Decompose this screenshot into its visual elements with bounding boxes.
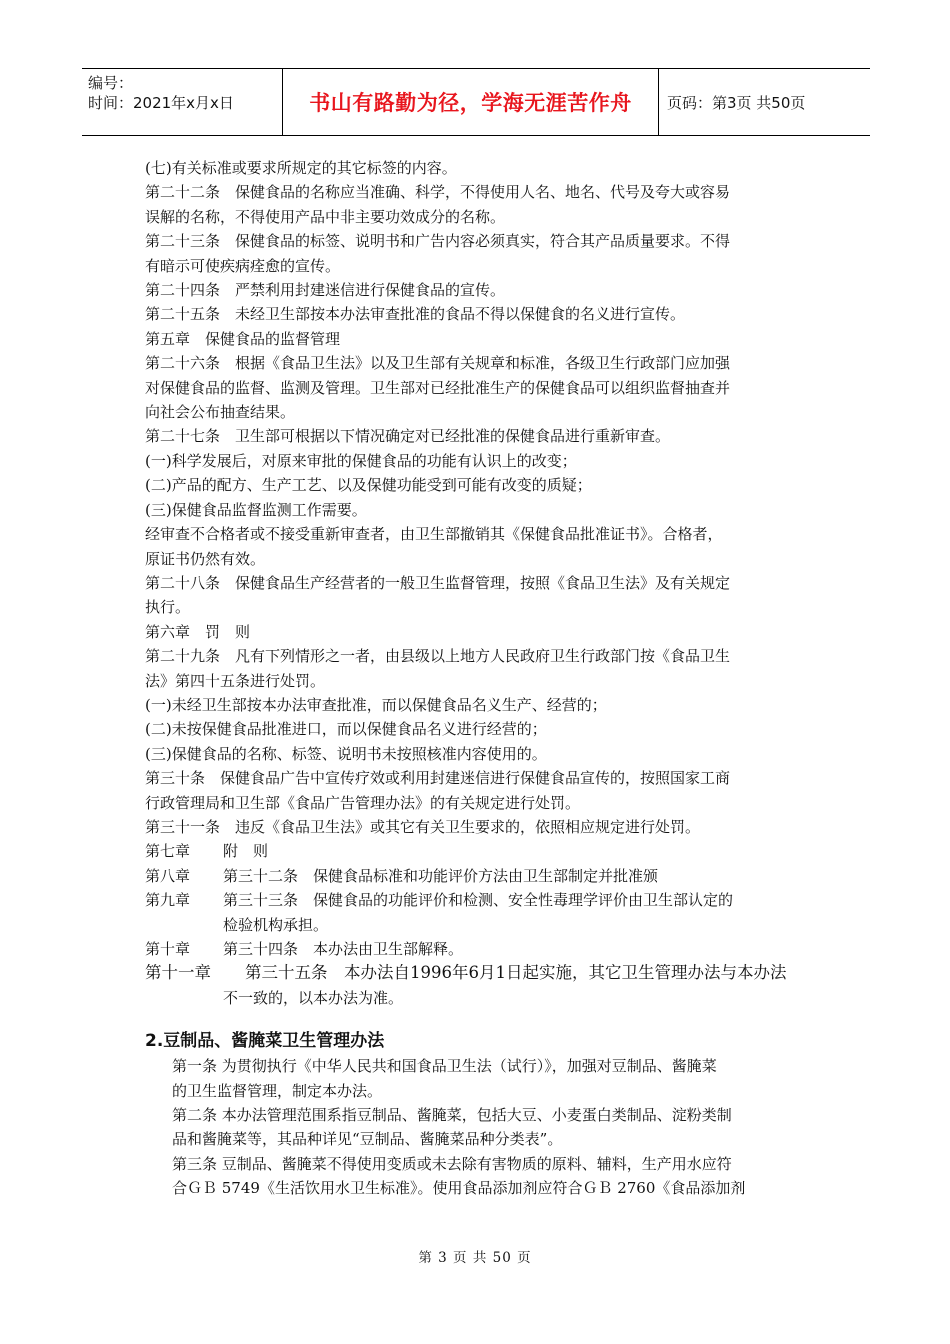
list-item: (三)保健食品的名称、标签、说明书未按照核准内容使用的。 [145,744,547,763]
chapter-text: 附 则 [223,842,269,861]
chapter-text-continuation: 检验机构承担。 [223,915,329,934]
paragraph-line: 的卫生监督管理，制定本办法。 [172,1081,383,1100]
header-meta [82,69,283,135]
list-item: (三)保健食品监督监测工作需要。 [145,500,367,519]
chapter-7-row [145,839,805,863]
article-28: 第二十八条 保健食品生产经营者的一般卫生监督管理，按照《食品卫生法》及有关规定 [145,573,731,592]
chapter-10-row [145,937,805,961]
paragraph-line: 经审查不合格者或不接受重新审查者，由卫生部撤销其《保健食品批准证书》。合格者， [145,525,723,544]
chapter-9-row [145,888,805,912]
chapter-11-continuation [145,986,805,1010]
chapter-label: 第十一章 [145,963,211,983]
header-motto: 书山有路勤为径，学海无涯苦作舟 [283,69,659,135]
chapter-text: 第三十五条 本办法自1996年6月1日起实施，其它卫生管理办法与本办法 [245,963,787,983]
paragraph-line: 法》第四十五条进行处罚。 [145,671,326,690]
paragraph-line: 误解的名称，不得使用产品中非主要功效成分的名称。 [145,207,506,226]
list-item: (一)科学发展后，对原来审批的保健食品的功能有认识上的改变； [145,451,577,470]
chapter-label: 第八章 [145,866,191,885]
article-27: 第二十七条 卫生部可根据以下情况确定对已经批准的保健食品进行重新审查。 [145,427,671,446]
list-item: (二)未按保健食品批准进口，而以保健食品名义进行经营的； [145,720,547,739]
chapter-label: 第九章 [145,891,191,910]
article-23: 第二十三条 保健食品的标签、说明书和广告内容必须真实，符合其产品质量要求。不得 [145,232,731,251]
paragraph-line: 合ＧＢ 5749《生活饮用水卫生标准》。使用食品添加剂应符合ＧＢ 2760《食品添加剂 [172,1179,746,1198]
section-2-article-1: 第一条 为贯彻执行《中华人民共和国食品卫生法（试行）》，加强对豆制品、酱腌菜 [172,1057,717,1076]
section-2-article-3: 第三条 豆制品、酱腌菜不得使用变质或未去除有害物质的原料、辅料，生产用水应符 [172,1154,732,1173]
chapter-9-continuation [145,913,805,937]
chapter-text: 第三十四条 本办法由卫生部解释。 [223,940,464,958]
article-25: 第二十五条 未经卫生部按本办法审查批准的食品不得以保健食的名义进行宣传。 [145,305,686,324]
list-item: (二)产品的配方、生产工艺、以及保健功能受到可能有改变的质疑； [145,476,592,495]
chapter-label: 第十章 [145,940,191,958]
section-2-article-2: 第二条 本办法管理范围系指豆制品、酱腌菜，包括大豆、小麦蛋白类制品、淀粉类制 [172,1106,732,1125]
chapter-label: 第七章 [145,842,191,861]
paragraph-line: 对保健食品的监督、监测及管理。卫生部对已经批准生产的保健食品可以组织监督抽查并 [145,378,731,397]
document-body [145,156,805,1201]
article-29: 第二十九条 凡有下列情形之一者，由县级以上地方人民政府卫生行政部门按《食品卫生 [145,647,731,666]
chapter-6-heading: 第六章 罚 则 [145,622,251,641]
document-date-label: 时间：2021年x月x日 [88,94,234,112]
article-22: 第二十二条 保健食品的名称应当准确、科学，不得使用人名、地名、代号及夸大或容易 [145,183,731,202]
document-number-label: 编号： [88,74,134,92]
paragraph-line: 有暗示可使疾病痊愈的宣传。 [145,256,341,275]
page-header [82,68,870,136]
article-24: 第二十四条 严禁利用封建迷信进行保健食品的宣传。 [145,281,506,300]
chapter-text: 第三十二条 保健食品标准和功能评价方法由卫生部制定并批准颁 [223,866,659,885]
chapter-5-heading: 第五章 保健食品的监督管理 [145,329,341,348]
paragraph-line: 向社会公布抽查结果。 [145,403,296,422]
paragraph-line: 品和酱腌菜等，其品种详见“豆制品、酱腌菜品种分类表”。 [172,1130,563,1149]
chapter-8-row [145,864,805,888]
section-2-title: 2.豆制品、酱腌菜卫生管理办法 [145,1031,385,1052]
chapter-text-continuation: 不一致的，以本办法为准。 [223,988,404,1007]
article-30: 第三十条 保健食品广告中宣传疗效或利用封建迷信进行保健食品宣传的，按照国家工商 [145,769,731,788]
article-31: 第三十一条 违反《食品卫生法》或其它有关卫生要求的，依照相应规定进行处罚。 [145,817,701,836]
paragraph-line: 行政管理局和卫生部《食品广告管理办法》的有关规定进行处罚。 [145,793,581,812]
paragraph-line: 执行。 [145,598,191,617]
list-item: (一)未经卫生部按本办法审查批准，而以保健食品名义生产、经营的； [145,695,607,714]
chapter-text: 第三十三条 保健食品的功能评价和检测、安全性毒理学评价由卫生部认定的 [223,891,734,910]
chapter-11-row [145,961,805,985]
page-footer: 第 3 页 共 50 页 [418,1250,532,1266]
paragraph-line: (七)有关标准或要求所规定的其它标签的内容。 [145,159,457,177]
article-26: 第二十六条 根据《食品卫生法》以及卫生部有关规章和标准，各级卫生行政部门应加强 [145,354,731,373]
header-page-info: 页码：第3页 共50页 [667,93,806,112]
paragraph-line: 原证书仍然有效。 [145,549,266,568]
